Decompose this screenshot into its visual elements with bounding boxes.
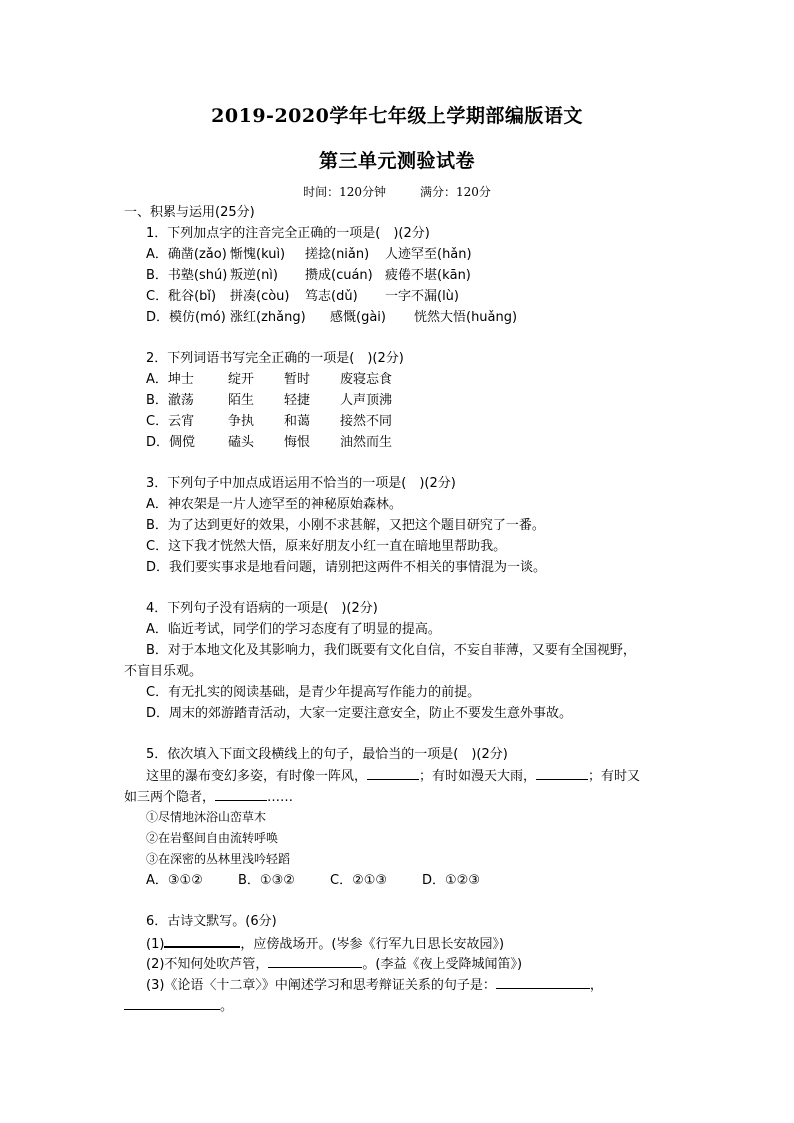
question-4-option: A．临近考试，同学们的学习态度有了明显的提高。 [146, 622, 441, 637]
fill-blank[interactable] [164, 932, 240, 948]
option-part: 涨红(zhǎng) [230, 310, 306, 325]
passage-text: 如三两个隐者， [124, 790, 216, 805]
option-part: A．坤士 [146, 372, 194, 387]
exam-score: 满分：120分 [420, 185, 491, 199]
exam-title-line2: 第三单元测验试卷 [318, 150, 475, 172]
option-part: 叛逆(nì) [230, 268, 278, 283]
question-1-option [124, 307, 684, 328]
option-part: 惭愧(kuì) [230, 247, 286, 262]
question-1-option [124, 244, 684, 265]
question-2-option [124, 432, 684, 453]
option-part: 搓捻(niǎn) [305, 247, 370, 262]
option-part: 磕头 [228, 435, 255, 450]
option-part: A．确凿(zǎo) [146, 247, 227, 262]
question-3-option: B．为了达到更好的效果，小刚不求甚解，又把这个题目研究了一番。 [146, 518, 545, 533]
question-5-answers [124, 870, 684, 891]
line-text: (1) [146, 937, 165, 952]
option-part: 一字不漏(lù) [385, 289, 459, 304]
exam-time: 时间：120分钟 [303, 185, 386, 199]
option-part: 攒成(cuán) [305, 268, 373, 283]
option-part: B．书塾(shú) [146, 268, 228, 283]
fill-blank[interactable] [124, 995, 220, 1010]
option-part: 争执 [228, 414, 255, 429]
option-part: B．澈荡 [146, 393, 194, 408]
question-4-stem: 4．下列句子没有语病的一项是( )(2分) [146, 601, 378, 616]
option-part: 悔恨 [284, 435, 311, 450]
question-4-option: C．有无扎实的阅读基础，是青少年提高写作能力的前提。 [146, 685, 481, 700]
passage-text: ；有时如漫天大雨， [419, 769, 537, 784]
option-part: 感慨(gài) [330, 310, 386, 325]
question-1-option [124, 265, 684, 286]
fill-blank[interactable] [268, 953, 362, 968]
option-part: 笃志(dǔ) [305, 289, 358, 304]
question-3-option: C．这下我才恍然大悟，原来好朋友小红一直在暗地里帮助我。 [146, 539, 507, 554]
question-2-option [124, 390, 684, 411]
option-part: 暂时 [284, 372, 311, 387]
question-6-line-continued [124, 995, 684, 1016]
question-5-choice: ①尽情地沐浴山峦草木 [146, 810, 267, 824]
question-5-choice: ③在深密的丛林里浅吟轻蹈 [146, 852, 291, 866]
option-part: 恍然大悟(huǎng) [414, 310, 518, 325]
answer-option: C．②①③ [330, 873, 388, 888]
line-text: 。 [220, 999, 234, 1014]
exam-title-line1: 2019-2020学年七年级上学期部编版语文 [211, 105, 583, 127]
question-3-stem: 3．下列句子中加点成语运用不恰当的一项是( )(2分) [146, 476, 456, 491]
question-6-line [124, 974, 684, 995]
fill-blank[interactable] [536, 765, 588, 780]
option-part: D．模仿(mó) [146, 310, 226, 325]
option-part: 接然不同 [340, 414, 393, 429]
question-4-option-continued: 不盲目乐观。 [124, 664, 203, 679]
question-3-option: A．神农架是一片人迹罕至的神秘原始森林。 [146, 497, 402, 512]
line-text: ，应傍战场开。(岑参《行军九日思长安故园》) [240, 937, 505, 952]
question-2-option [124, 369, 684, 390]
option-part: 拼凑(còu) [230, 289, 290, 304]
line-text: (2)不知何处吹芦管， [146, 957, 269, 972]
question-6-line [124, 953, 684, 974]
option-part: 轻捷 [284, 393, 311, 408]
question-5-passage [124, 765, 684, 786]
option-part: 疲倦不堪(kān) [385, 268, 471, 283]
question-2-stem: 2．下列词语书写完全正确的一项是( )(2分) [146, 351, 404, 366]
question-4-option: B．对于本地文化及其影响力，我们既要有文化自信，不妄自菲薄，又要有全国视野， [146, 643, 636, 658]
option-part: 和蔼 [284, 414, 311, 429]
option-part: C．秕谷(bǐ) [146, 289, 217, 304]
option-part: 陌生 [228, 393, 255, 408]
fill-blank[interactable] [367, 765, 419, 780]
answer-option: B．①③② [238, 873, 295, 888]
question-5-stem: 5．依次填入下面文段横线上的句子，最恰当的一项是( )(2分) [146, 747, 508, 762]
question-2-option [124, 411, 684, 432]
question-1-stem: 1．下列加点字的注音完全正确的一项是( )(2分) [146, 226, 430, 241]
option-part: D．倜傥 [146, 435, 196, 450]
option-part: 人迹罕至(hǎn) [385, 247, 472, 262]
passage-text: …… [267, 790, 294, 805]
question-6-stem: 6．古诗文默写。(6分) [146, 914, 277, 929]
question-3-option: D．我们要实事求是地看问题，请别把这两件不相关的事情混为一谈。 [146, 560, 547, 575]
fill-blank[interactable] [496, 974, 590, 989]
option-part: 油然而生 [340, 435, 393, 450]
line-text: (3)《论语〈十二章〉》中阐述学习和思考辩证关系的句子是： [146, 978, 496, 993]
option-part: 人声顶沸 [340, 393, 393, 408]
question-5-passage-continued [124, 786, 684, 807]
question-6-line [124, 932, 684, 953]
question-4-option: D．周末的郊游踏青活动，大家一定要注意安全，防止不要发生意外事故。 [146, 706, 573, 721]
question-5-choice: ②在岩壑间自由流转呼唤 [146, 831, 279, 845]
exam-content [124, 202, 684, 1016]
fill-blank[interactable] [215, 786, 267, 801]
exam-meta [0, 183, 794, 200]
section-heading: 一、积累与运用(25分) [124, 205, 255, 220]
passage-text: ；有时又 [588, 769, 641, 784]
answer-option: A．③①② [146, 873, 203, 888]
question-1-option [124, 286, 684, 307]
passage-text: 这里的瀑布变幻多姿，有时像一阵风， [146, 769, 368, 784]
option-part: 绽开 [228, 372, 255, 387]
line-text: ， [589, 978, 603, 993]
line-text: 。(李益《夜上受降城闻笛》) [362, 957, 523, 972]
option-part: 废寝忘食 [340, 372, 393, 387]
option-part: C．云宵 [146, 414, 195, 429]
answer-option: D．①②③ [422, 873, 480, 888]
